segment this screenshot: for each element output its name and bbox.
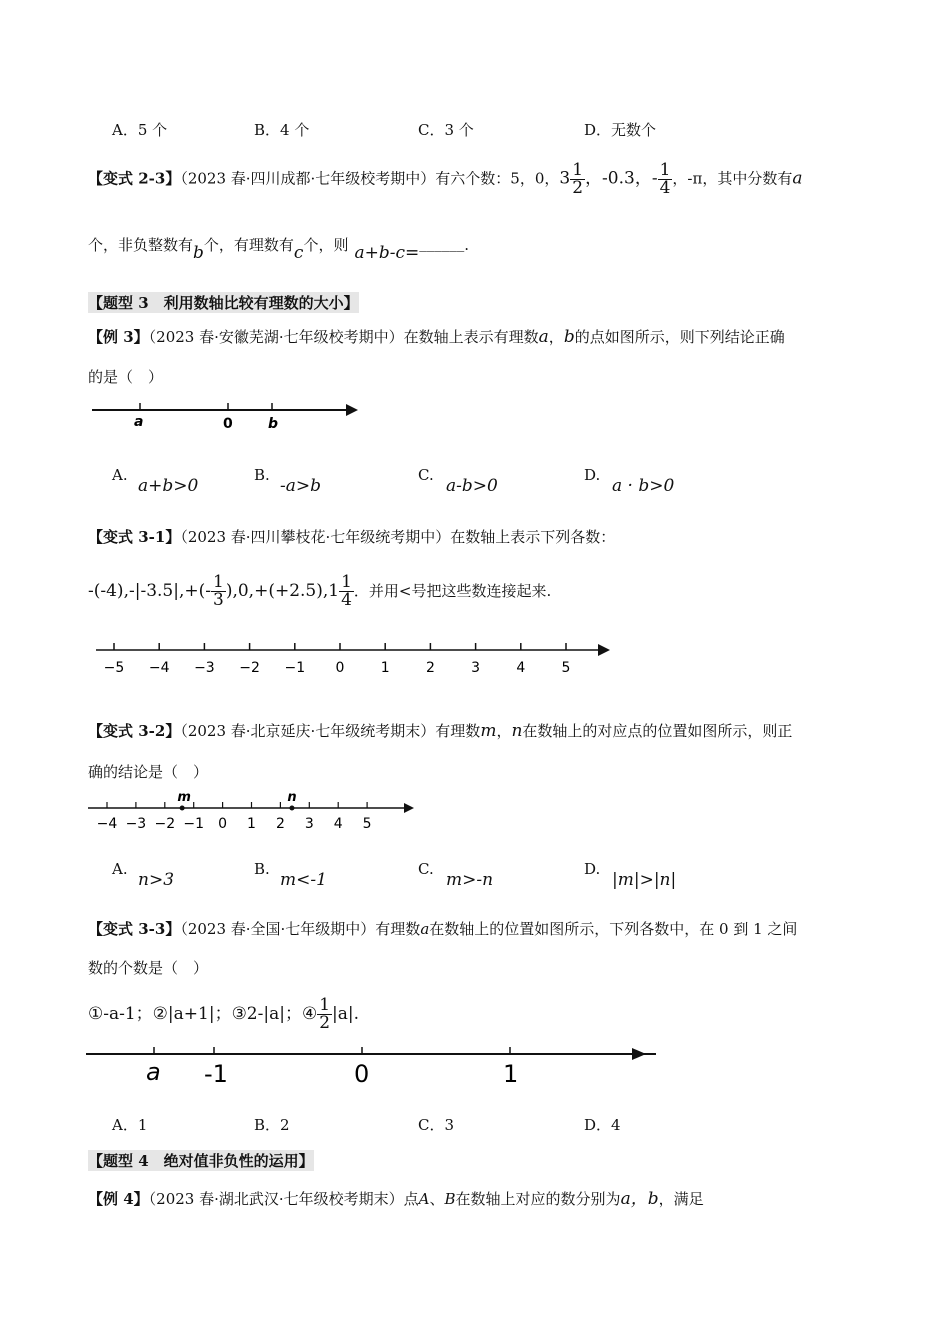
ex4-label: 【例 4】: [88, 1190, 149, 1208]
ex4-text1: （2023 春·湖北武汉·七年级校考期末）点: [148, 1190, 419, 1208]
v32-option-c-expr: m>-n: [446, 870, 494, 890]
v33-option-a: A．1: [112, 1116, 148, 1134]
v31-tick-label: −3: [194, 660, 215, 676]
v32-option-c: C.: [418, 860, 434, 878]
v31-numbers: -(-4),-|-3.5|,+(- $\frac{1}{3}$ ),0,+(+2.5),1 $\frac{1}{4}$ ．并用<号把这些数连接起来.: [88, 572, 552, 610]
v31-tick-label: 3: [471, 660, 481, 676]
v33-line1: [88, 918, 797, 939]
v23-var-a: a: [792, 168, 803, 189]
ex3-option-a: A.: [112, 466, 128, 484]
v23-expr: a+b-c=: [354, 243, 420, 263]
v33-axis-0: 0: [354, 1060, 370, 1088]
v31-tick-label: −2: [239, 660, 260, 676]
ex4-sep: 、: [429, 1190, 445, 1208]
v33-option-c: C．3: [418, 1116, 455, 1134]
option-c: C．3 个: [418, 121, 474, 139]
v33-line2: 数的个数是（ ）: [88, 959, 209, 977]
v31-tick-label: 1: [380, 660, 390, 676]
v23-text-b: 个，有理数有: [203, 236, 294, 254]
ex3-option-b-expr: -a>b: [280, 476, 322, 496]
v32-var-m: m: [480, 721, 497, 741]
v33-axis-neg1: -1: [204, 1060, 228, 1088]
v32-point-m-label: m: [177, 790, 191, 805]
v32-option-d-expr: |m|>|n|: [612, 870, 677, 890]
v32-option-b-expr: m<-1: [280, 870, 327, 890]
ex4-line1: [88, 1184, 704, 1209]
v31-tick-label: −1: [284, 660, 306, 676]
v32-number-line: [88, 788, 418, 832]
topic4-heading: 【题型 4 绝对值非负性的运用】: [88, 1152, 314, 1170]
v23-line1: [88, 162, 803, 197]
v23-fraction: $\frac{1}{2}$: [572, 160, 584, 198]
v23-text-c: 个，则: [303, 236, 349, 254]
ex3-axis-0: 0: [223, 416, 233, 432]
v32-tick-label: −2: [154, 816, 176, 832]
v32-tick-label: −3: [125, 816, 147, 832]
ex3-axis-b: b: [268, 416, 279, 432]
v32-text2: 在数轴上的对应点的位置如图所示，则正: [522, 722, 793, 740]
v23-var-c: c: [293, 243, 304, 263]
v23-var-b: b: [193, 243, 204, 263]
v32-option-a-expr: n>3: [138, 870, 175, 890]
ex3-text2: 的点如图所示，则下列结论正确: [574, 328, 785, 346]
v32-axis-arrow: [404, 803, 414, 813]
v31-axis-arrow: [598, 644, 610, 656]
v32-tick-label: 1: [247, 816, 256, 832]
v33-text2: 在数轴上的位置如图所示，下列各数中，在 0 到 1 之间: [429, 920, 798, 938]
v32-option-b: B.: [254, 860, 270, 878]
ex3-var-a: a: [538, 327, 549, 347]
v33-axis-1: 1: [503, 1060, 519, 1088]
ex4-var-B: B: [444, 1190, 456, 1208]
v33-number-line: [86, 1042, 656, 1092]
v32-line2: 确的结论是（ ）: [88, 763, 209, 781]
ex4-text3: ，满足: [658, 1190, 704, 1208]
v32-tick-label: 0: [218, 816, 228, 832]
v23-source: （2023 春·四川成都·七年级校考期中）有六个数：5，0，: [180, 169, 560, 188]
v32-point-n: [289, 806, 294, 811]
ex4-var-A: A: [418, 1190, 430, 1208]
v31-line1: [88, 526, 615, 547]
v31-label: 【变式 3-1】: [88, 528, 181, 546]
v32-tick-label: −1: [183, 816, 205, 832]
v23-line2: [88, 234, 470, 263]
ex3-text1: （2023 春·安徽芜湖·七年级校考期中）在数轴上表示有理数: [148, 328, 539, 346]
ex3-label: 【例 3】: [88, 328, 149, 346]
v23-end: .: [464, 236, 470, 254]
v31-tick-label: 0: [335, 660, 345, 676]
ex3-option-c: C.: [418, 466, 434, 484]
ex3-option-a-expr: a+b>0: [138, 476, 199, 496]
v31-text: （2023 春·四川攀枝花·七年级统考期中）在数轴上表示下列各数：: [180, 528, 616, 546]
v33-axis-a: a: [146, 1058, 161, 1086]
v32-comma: ，: [496, 722, 512, 740]
ex4-vars: a，b: [620, 1189, 659, 1209]
ex3-option-b: B.: [254, 466, 270, 484]
v32-label: 【变式 3-2】: [88, 722, 181, 740]
topic3-heading: 【题型 3 利用数轴比较有理数的大小】: [88, 294, 359, 312]
option-a: A．5 个: [112, 121, 168, 139]
v32-var-n: n: [511, 721, 523, 741]
v31-tick-label: 5: [561, 660, 571, 676]
v32-option-d: D.: [584, 860, 601, 878]
v31-tick-label: 2: [425, 660, 435, 676]
v23-whole: 3: [559, 168, 571, 189]
ex3-option-c-expr: a-b>0: [446, 476, 498, 496]
v33-var-a: a: [420, 920, 430, 938]
v23-text-a: 个，非负整数有: [88, 236, 194, 254]
v32-tick-label: −4: [96, 816, 118, 832]
v32-line1: [88, 720, 792, 741]
v23-sep: ，-0.3，-: [585, 168, 658, 189]
option-b: B．4 个: [254, 121, 310, 139]
v32-tick-label: 3: [304, 816, 314, 832]
ex3-option-d: D.: [584, 466, 601, 484]
ex3-comma: ，: [548, 328, 564, 346]
ex3-var-b: b: [563, 327, 575, 347]
v32-text1: （2023 春·北京延庆·七年级统考期末）有理数: [180, 722, 481, 740]
v32-tick-label: 2: [275, 816, 285, 832]
ex3-line1: [88, 326, 785, 347]
ex3-axis-a: a: [134, 414, 144, 430]
ex4-text2: 在数轴上对应的数分别为: [455, 1190, 621, 1208]
v23-fraction2: $\frac{1}{4}$: [659, 160, 671, 198]
ex3-number-line: [88, 398, 368, 438]
v32-point-n-label: n: [287, 790, 297, 805]
v32-tick-label: 4: [333, 816, 343, 832]
v31-tick-label: −5: [103, 660, 125, 676]
ex3-option-d-expr: a · b>0: [612, 476, 675, 496]
v33-label: 【变式 3-3】: [88, 920, 181, 938]
v33-items: ①-a-1；②|a+1|；③2-|a|；④ $\frac{1}{2}$ |a|.: [88, 995, 360, 1033]
v23-tail: ，-π，其中分数有: [672, 169, 793, 188]
v23-label: 【变式 2-3】: [88, 169, 181, 188]
option-d: D．无数个: [584, 121, 657, 139]
v31-number-line: [88, 638, 618, 682]
v32-point-m: [180, 806, 185, 811]
v23-blank: ______: [419, 234, 465, 252]
v33-option-b: B．2: [254, 1116, 290, 1134]
v31-tick-label: 4: [516, 660, 526, 676]
v31-tick-label: −4: [148, 660, 170, 676]
v32-option-a: A.: [112, 860, 128, 878]
ex3-line2: 的是（ ）: [88, 368, 164, 386]
v33-text1: （2023 春·全国·七年级期中）有理数: [180, 920, 421, 938]
v33-option-d: D．4: [584, 1116, 621, 1134]
v32-tick-label: 5: [362, 816, 372, 832]
